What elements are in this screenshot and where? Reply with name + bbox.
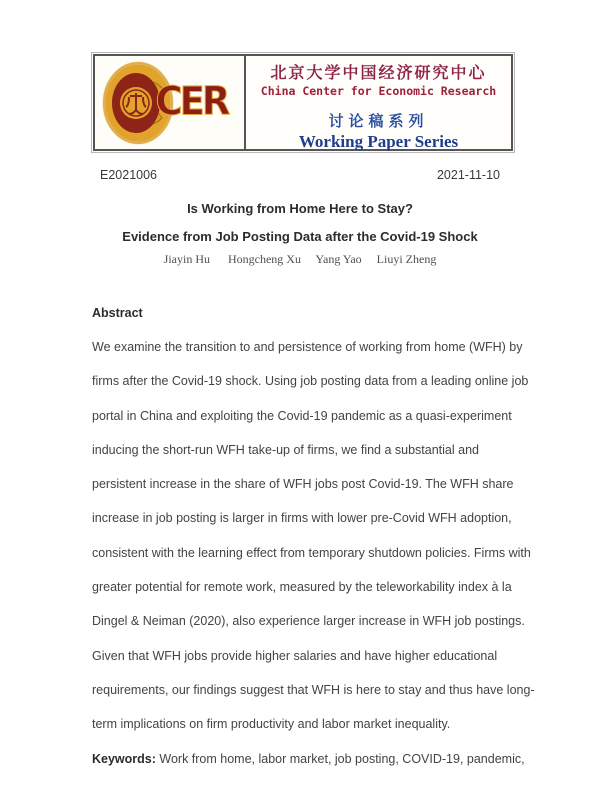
abstract-heading: Abstract [92,306,143,320]
institute-name-chinese: 北京大学中国经济研究中心 [270,65,487,82]
abstract-line: requirements, our findings suggest that WFH is here to stay and thus have long- [92,682,535,697]
abstract-line: We examine the transition to and persistence of working from home (WFH) by [92,340,523,354]
series-name-chinese: 讨论稿系列 [328,114,429,130]
keywords-text: Work from home, labor market, job posting, COVID-19, pandemic, [155,751,525,766]
abstract-line: term implications on firm productivity and labor market inequality. [92,717,451,732]
abstract-line: persistent increase in the share of WFH jobs post Covid-19. The WFH share [92,477,514,492]
abstract-line: inducing the short-run WFH take-up of firms, we find a substantial and [92,442,479,457]
ccer-logo-letters: CER [155,78,228,124]
paper-date: 2021-11-10 [436,168,500,182]
paper-title-line1: Is Working from Home Here to Stay? [187,201,413,216]
logo-cell [95,56,246,149]
institute-name-cell [246,56,511,149]
abstract-line: firms after the Covid-19 shock. Using job posting data from a leading online job [92,374,529,389]
abstract-line: increase in job posting is larger in firms with lower pre-Covid WFH adoption, [92,511,512,526]
series-name-english: Working Paper Series [298,132,459,151]
keywords-line [92,742,525,776]
abstract-line: consistent with the learning effect from temporary shutdown policies. Firms with [92,545,531,560]
header-banner-inner [93,54,513,151]
abstract-body [92,330,535,776]
paper-number: E2021006 [100,168,158,182]
abstract-line: Dingel & Neiman (2020), also experience larger increase in WFH job postings. [92,614,525,629]
paper-title-line2: Evidence from Job Posting Data after the Covid-19 Shock [122,229,478,244]
abstract-line: greater potential for remote work, measured by the teleworkability index à la [92,580,512,595]
header-banner [91,52,515,153]
keywords-label: Keywords: [92,751,156,766]
author-list: Jiayin Hu Hongcheng Xu Yang Yao Liuyi Zheng [163,252,437,266]
abstract-line: Given that WFH jobs provide higher salaries and have higher educational [92,648,498,663]
ccer-logo [100,60,240,146]
meta-row [100,168,500,184]
institute-name-english: China Center for Economic Research [260,84,497,98]
abstract-line: portal in China and exploiting the Covid-19 pandemic as a quasi-experiment [92,408,512,423]
